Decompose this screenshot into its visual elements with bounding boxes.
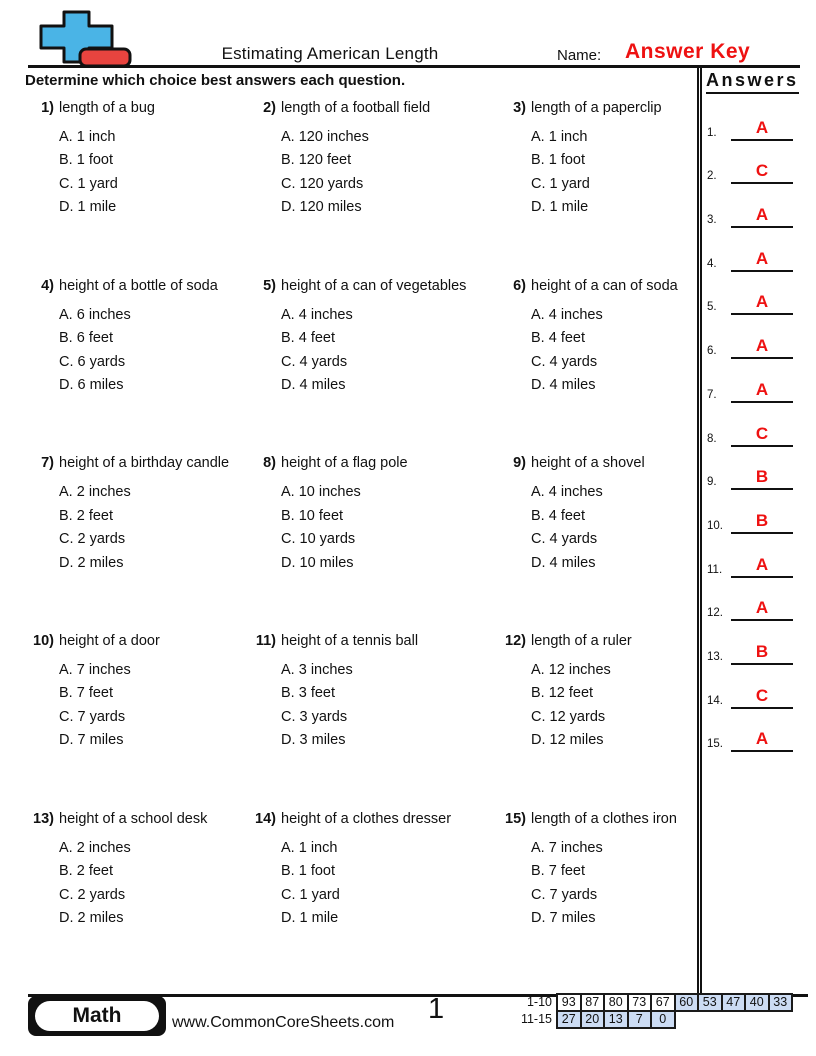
choice-b: B. 7 feet [59, 685, 114, 702]
question-choices [59, 481, 250, 575]
question-prompt: length of a football field [281, 100, 431, 116]
score-cell: 53 [697, 993, 723, 1012]
header-divider [28, 65, 800, 68]
choice-c: C. 3 yards [281, 708, 348, 725]
question-block [28, 100, 250, 278]
question-choices [531, 837, 704, 931]
question-block [28, 633, 250, 811]
subject-badge [28, 996, 166, 1036]
score-cell: 87 [580, 993, 606, 1012]
answer-number: 1. [707, 126, 717, 139]
score-row-2 [502, 1010, 793, 1029]
answer-item [700, 491, 812, 535]
question-prompt: height of a clothes dresser [281, 810, 452, 827]
question-block [250, 633, 500, 811]
choice-d: D. 2 miles [59, 909, 124, 926]
answer-blank-line [731, 445, 793, 447]
choice-a: A. 2 inches [59, 484, 131, 501]
choice-c: C. 1 yard [281, 886, 340, 903]
choice-d: D. 7 miles [59, 732, 124, 749]
question-block [28, 455, 250, 633]
answer-letter: B [755, 510, 769, 530]
choice-a: A. 7 inches [531, 839, 603, 856]
choice-c: C. 10 yards [281, 531, 356, 548]
question-number: 14) [255, 810, 276, 827]
question-prompt: height of a school desk [59, 810, 208, 827]
choice-c: C. 12 yards [531, 708, 606, 725]
page-number: 1 [428, 993, 445, 1025]
question-number: 15) [505, 810, 526, 827]
answer-letter: A [755, 117, 769, 137]
answer-item [700, 229, 812, 273]
question-choices [281, 126, 500, 220]
choice-b: B. 120 feet [281, 152, 352, 169]
answer-letter: A [755, 248, 769, 268]
choice-d: D. 1 mile [531, 199, 589, 216]
choice-b: B. 2 feet [59, 863, 114, 880]
answer-item [700, 185, 812, 229]
answer-blank-line [731, 750, 793, 752]
question-prompt: length of a paperclip [531, 100, 662, 116]
choice-b: B. 7 feet [531, 863, 586, 880]
page-title: Estimating American Length [221, 44, 439, 63]
answers-panel-title: Answers [706, 70, 799, 94]
question-number: 1) [41, 100, 54, 116]
question-choices [531, 481, 704, 575]
question-block [28, 811, 250, 989]
question-prompt: height of a tennis ball [281, 633, 419, 650]
score-cell: 47 [721, 993, 747, 1012]
answer-item [700, 710, 812, 754]
answer-number: 3. [707, 214, 717, 227]
question-choices [281, 837, 500, 931]
choice-c: C. 1 yard [59, 175, 118, 192]
score-cell: 40 [744, 993, 770, 1012]
question-prompt: height of a birthday candle [59, 455, 230, 472]
answer-letter: A [755, 379, 769, 399]
answer-number: 15. [707, 738, 723, 751]
choice-a: A. 4 inches [281, 306, 353, 323]
instruction-text: Determine which choice best answers each question. [25, 72, 406, 89]
choice-c: C. 1 yard [531, 175, 590, 192]
choice-c: C. 6 yards [59, 353, 126, 370]
choice-c: C. 2 yards [59, 531, 126, 548]
question-prompt: height of a can of vegetables [281, 277, 467, 294]
answer-item [700, 316, 812, 360]
question-number: 6) [513, 277, 526, 294]
choice-c: C. 4 yards [281, 353, 348, 370]
question-prompt: height of a can of soda [531, 277, 678, 294]
score-cell: 20 [580, 1010, 606, 1029]
question-number: 11) [255, 633, 276, 650]
question-number: 10) [33, 633, 54, 650]
question-block [500, 455, 704, 633]
question-choices [281, 659, 500, 753]
question-prompt: length of a ruler [531, 633, 632, 650]
answer-number: 4. [707, 257, 717, 270]
question-choices [59, 304, 250, 398]
answer-item [700, 448, 812, 492]
choice-d: D. 120 miles [281, 199, 362, 216]
question-number: 3) [513, 100, 526, 116]
choice-d: D. 4 miles [531, 554, 596, 571]
answer-letter: A [755, 554, 769, 574]
answer-number: 5. [707, 301, 717, 314]
choice-a: A. 12 inches [531, 662, 611, 679]
answer-item [700, 404, 812, 448]
answer-item [700, 98, 812, 142]
choice-d: D. 12 miles [531, 732, 604, 749]
answer-blank-line [731, 576, 793, 578]
score-cell: 13 [603, 1010, 629, 1029]
score-cell: 93 [556, 993, 582, 1012]
choice-a: A. 6 inches [59, 306, 131, 323]
subject-badge-label: Math [35, 1001, 159, 1031]
question-prompt: length of a clothes iron [531, 810, 677, 827]
answer-blank-line [731, 532, 793, 534]
answer-blank-line [731, 182, 793, 184]
question-choices [59, 126, 250, 220]
choice-d: D. 7 miles [531, 909, 596, 926]
choice-b: B. 10 feet [281, 507, 344, 524]
answer-letter: C [755, 161, 769, 181]
answer-number: 6. [707, 345, 717, 358]
answer-letter: B [755, 467, 769, 487]
questions-grid [28, 100, 704, 988]
answer-blank-line [731, 357, 793, 359]
choice-b: B. 2 feet [59, 507, 114, 524]
score-cell: 67 [650, 993, 676, 1012]
score-cell: 33 [768, 993, 794, 1012]
question-prompt: height of a flag pole [281, 455, 408, 472]
score-cell: 7 [627, 1010, 653, 1029]
choice-b: B. 12 feet [531, 685, 594, 702]
choice-c: C. 4 yards [531, 531, 598, 548]
answers-list [700, 98, 812, 753]
answer-letter: C [755, 423, 769, 443]
question-block [500, 633, 704, 811]
question-block [250, 455, 500, 633]
answer-number: 12. [707, 607, 723, 620]
choice-d: D. 1 mile [59, 199, 117, 216]
question-number: 9) [513, 455, 526, 472]
answer-item [700, 666, 812, 710]
question-choices [531, 304, 704, 398]
answer-number: 8. [707, 432, 717, 445]
answer-number: 9. [707, 476, 717, 489]
question-choices [59, 837, 250, 931]
question-number: 12) [505, 633, 526, 650]
choice-b: B. 4 feet [281, 330, 336, 347]
choice-b: B. 1 foot [59, 152, 114, 169]
choice-b: B. 4 feet [531, 330, 586, 347]
choice-a: A. 1 inch [281, 839, 338, 856]
choice-a: A. 7 inches [59, 662, 131, 679]
answer-item [700, 622, 812, 666]
question-block [250, 811, 500, 989]
choice-d: D. 2 miles [59, 554, 124, 571]
question-choices [531, 659, 704, 753]
score-cell: 60 [674, 993, 700, 1012]
answer-number: 10. [707, 519, 723, 532]
choice-a: A. 10 inches [281, 484, 361, 501]
question-block [250, 278, 500, 456]
question-prompt: height of a bottle of soda [59, 277, 218, 294]
choice-a: A. 3 inches [281, 662, 353, 679]
question-prompt: height of a door [59, 633, 160, 650]
answer-letter: A [755, 336, 769, 356]
answer-letter: A [755, 205, 769, 225]
answer-blank-line [731, 270, 793, 272]
choice-c: C. 2 yards [59, 886, 126, 903]
choice-d: D. 1 mile [281, 909, 339, 926]
answer-letter: A [755, 292, 769, 312]
answer-number: 11. [707, 563, 723, 576]
score-cell: 73 [627, 993, 653, 1012]
choice-a: A. 4 inches [531, 484, 603, 501]
question-choices [531, 126, 704, 220]
choice-b: B. 3 feet [281, 685, 336, 702]
name-value: Answer Key [625, 40, 751, 63]
question-block [28, 278, 250, 456]
choice-a: A. 1 inch [59, 129, 116, 145]
choice-b: B. 1 foot [531, 152, 586, 169]
question-prompt: length of a bug [59, 100, 155, 116]
choice-d: D. 6 miles [59, 376, 124, 393]
answer-number: 13. [707, 650, 723, 663]
answer-item [700, 142, 812, 186]
score-row-label: 1-10 [526, 995, 552, 1009]
choice-a: A. 120 inches [281, 129, 369, 145]
choice-b: B. 4 feet [531, 507, 586, 524]
answer-blank-line [731, 313, 793, 315]
answer-item [700, 360, 812, 404]
choice-a: A. 2 inches [59, 839, 131, 856]
choice-c: C. 4 yards [531, 353, 598, 370]
question-number: 13) [33, 810, 54, 827]
question-choices [281, 481, 500, 575]
question-number: 7) [41, 455, 54, 472]
website-text: www.CommonCoreSheets.com [172, 1014, 395, 1031]
answer-blank-line [731, 663, 793, 665]
answer-letter: A [755, 729, 769, 749]
score-cell: 80 [603, 993, 629, 1012]
question-choices [59, 659, 250, 753]
answer-blank-line [731, 226, 793, 228]
answer-number: 7. [707, 388, 717, 401]
answer-letter: B [755, 641, 769, 661]
question-prompt: height of a shovel [531, 455, 645, 472]
answer-blank-line [731, 139, 793, 141]
question-block [500, 811, 704, 989]
choice-b: B. 1 foot [281, 863, 336, 880]
choice-d: D. 4 miles [531, 376, 596, 393]
choice-c: C. 7 yards [59, 708, 126, 725]
answer-blank-line [731, 488, 793, 490]
score-cell: 0 [650, 1010, 676, 1029]
choice-a: A. 4 inches [531, 306, 603, 323]
score-table [502, 993, 793, 1029]
question-choices [281, 304, 500, 398]
answer-letter: C [755, 685, 769, 705]
choice-c: C. 120 yards [281, 175, 364, 192]
score-cell: 27 [556, 1010, 582, 1029]
score-row-label: 11-15 [520, 1012, 552, 1026]
name-label: Name: [557, 47, 602, 64]
answer-item [700, 273, 812, 317]
answer-letter: A [755, 598, 769, 618]
choice-d: D. 3 miles [281, 732, 346, 749]
answer-blank-line [731, 401, 793, 403]
question-number: 2) [263, 100, 276, 116]
choice-d: D. 4 miles [281, 376, 346, 393]
question-number: 5) [263, 277, 276, 294]
answer-blank-line [731, 707, 793, 709]
answer-blank-line [731, 619, 793, 621]
answer-item [700, 579, 812, 623]
answer-number: 2. [707, 170, 717, 183]
question-number: 4) [41, 277, 54, 294]
question-block [500, 278, 704, 456]
question-block [500, 100, 704, 278]
answer-number: 14. [707, 694, 723, 707]
choice-c: C. 7 yards [531, 886, 598, 903]
choice-d: D. 10 miles [281, 554, 354, 571]
choice-a: A. 1 inch [531, 129, 588, 145]
answer-item [700, 535, 812, 579]
question-number: 8) [263, 455, 276, 472]
choice-b: B. 6 feet [59, 330, 114, 347]
question-block [250, 100, 500, 278]
